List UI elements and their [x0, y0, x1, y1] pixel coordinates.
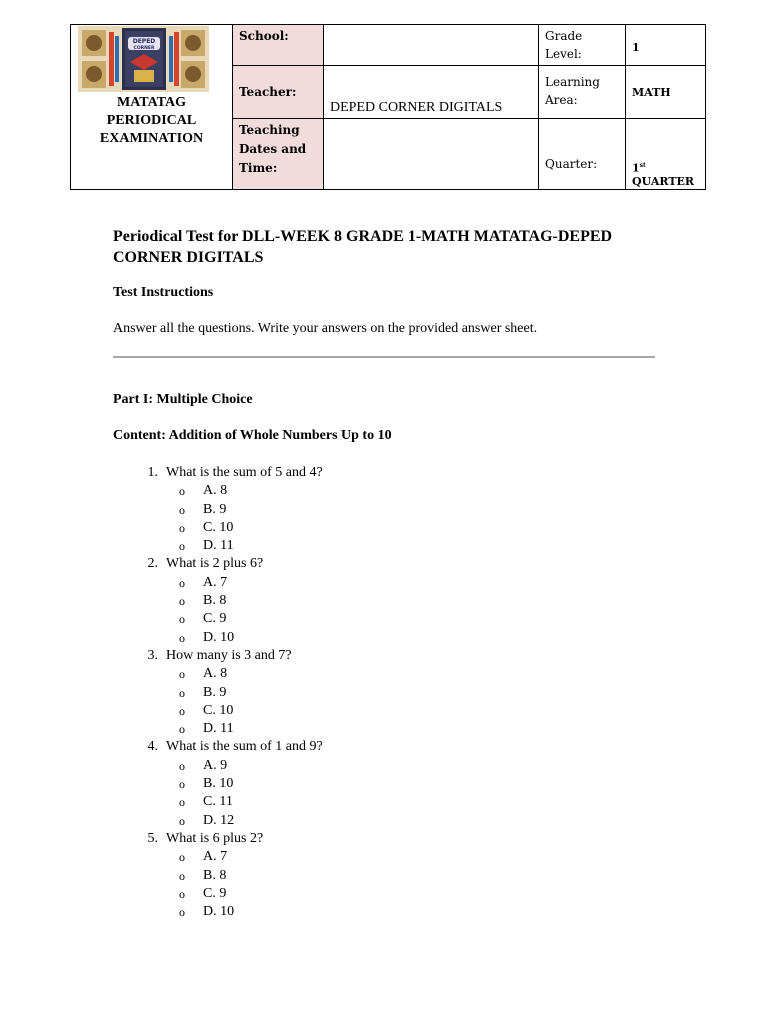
bullet-icon: o	[179, 575, 185, 590]
quarter-label: Quarter:	[539, 119, 626, 190]
option-text: B. 8	[203, 867, 227, 883]
answer-option	[113, 482, 323, 500]
question-text: What is the sum of 5 and 4?	[166, 465, 323, 480]
exam-title-line: MATATAG	[117, 95, 186, 110]
quarter-number: 1	[632, 162, 640, 175]
answer-option	[113, 610, 323, 628]
option-text: D. 10	[203, 904, 235, 920]
bullet-icon: o	[179, 722, 185, 737]
option-text: D. 10	[203, 629, 235, 645]
answer-option	[113, 702, 323, 720]
exam-title-line: EXAMINATION	[99, 131, 204, 146]
answer-option	[113, 775, 323, 793]
answer-option	[113, 812, 323, 830]
grade-level-value: 1	[626, 25, 706, 66]
option-text: A. 8	[203, 483, 228, 499]
question-item	[113, 555, 323, 646]
answer-option	[113, 684, 323, 702]
option-text: C. 9	[203, 611, 227, 627]
quarter-word: QUARTER	[632, 175, 695, 188]
option-text: B. 9	[203, 501, 227, 517]
bullet-icon: o	[179, 777, 185, 792]
teaching-dates-label	[233, 119, 324, 190]
answer-option	[113, 903, 323, 921]
question-text: What is 2 plus 6?	[166, 556, 264, 572]
teaching-dates-value	[324, 119, 539, 190]
bullet-icon: o	[179, 539, 185, 554]
question-number: 1.	[147, 465, 158, 480]
answer-option	[113, 885, 323, 903]
teaching-dates-label-line: Teaching	[239, 123, 300, 137]
option-text: A. 8	[203, 666, 228, 682]
option-text: A. 9	[203, 757, 228, 773]
exam-title	[71, 94, 232, 148]
svg-text:CORNER: CORNER	[133, 46, 155, 51]
answer-option	[113, 665, 323, 683]
instructions-heading: Test Instructions	[113, 285, 214, 300]
option-text: C. 10	[203, 519, 234, 535]
option-text: D. 12	[203, 812, 235, 828]
teacher-label: Teacher:	[233, 66, 324, 119]
option-text: A. 7	[203, 574, 228, 590]
answer-option	[113, 519, 323, 537]
part-heading: Part I: Multiple Choice	[113, 392, 253, 407]
option-text: C. 11	[203, 794, 233, 810]
question-number: 5.	[147, 830, 158, 846]
answer-option	[113, 501, 323, 519]
grade-level-label: Grade Level:	[539, 25, 626, 66]
question-item	[113, 647, 323, 738]
teaching-dates-label-line: Dates and	[239, 142, 307, 156]
quarter-value	[626, 119, 706, 190]
bullet-icon: o	[179, 667, 185, 682]
bullet-icon: o	[179, 630, 185, 645]
answer-option	[113, 793, 323, 811]
bullet-icon: o	[179, 612, 185, 627]
answer-option	[113, 720, 323, 738]
answer-option	[113, 629, 323, 647]
document-body	[113, 226, 673, 920]
option-text: D. 11	[203, 721, 234, 737]
question-item	[113, 830, 323, 921]
teaching-dates-label-line: Time:	[239, 161, 278, 175]
instructions-text: Answer all the questions. Write your answers on the provided answer sheet.	[113, 321, 538, 336]
question-text: How many is 3 and 7?	[166, 647, 292, 663]
question-text: What is 6 plus 2?	[166, 830, 264, 846]
deped-corner-logo	[78, 26, 209, 92]
bullet-icon: o	[179, 484, 185, 499]
horizontal-rule	[113, 356, 655, 358]
learning-area-label: Learning Area:	[539, 66, 626, 119]
school-label: School:	[233, 25, 324, 66]
bullet-icon: o	[179, 905, 185, 920]
option-text: C. 9	[203, 885, 227, 901]
quarter-suffix: st	[639, 162, 646, 170]
question-item	[113, 464, 323, 555]
option-text: D. 11	[203, 538, 234, 554]
exam-title-line: PERIODICAL	[106, 113, 197, 128]
logo-cell	[71, 25, 233, 190]
question-list	[113, 464, 323, 921]
bullet-icon: o	[179, 850, 185, 865]
bullet-icon: o	[179, 520, 185, 535]
question-number: 4.	[147, 739, 158, 755]
question-number: 2.	[147, 556, 158, 572]
bullet-icon: o	[179, 594, 185, 609]
teacher-value: DEPED CORNER DIGITALS	[324, 66, 539, 119]
bullet-icon: o	[179, 758, 185, 773]
option-text: B. 9	[203, 684, 227, 700]
bullet-icon: o	[179, 813, 185, 828]
option-text: B. 8	[203, 593, 227, 609]
content-heading: Content: Addition of Whole Numbers Up to 10	[113, 428, 392, 443]
option-text: B. 10	[203, 776, 234, 792]
school-value	[324, 25, 539, 66]
bullet-icon: o	[179, 868, 185, 883]
header-table	[70, 24, 706, 190]
bullet-icon: o	[179, 685, 185, 700]
answer-option	[113, 537, 323, 555]
bullet-icon: o	[179, 886, 185, 901]
answer-option	[113, 848, 323, 866]
answer-option	[113, 757, 323, 775]
bullet-icon: o	[179, 703, 185, 718]
document-title: Periodical Test for DLL-WEEK 8 GRADE 1-MATH MATATAG-DEPED CORNER DIGITALS	[113, 228, 613, 266]
answer-option	[113, 574, 323, 592]
bullet-icon: o	[179, 795, 185, 810]
svg-text:DEPED: DEPED	[132, 38, 156, 45]
option-text: C. 10	[203, 702, 234, 718]
bullet-icon: o	[179, 502, 185, 517]
question-number: 3.	[147, 647, 158, 663]
answer-option	[113, 592, 323, 610]
answer-option	[113, 867, 323, 885]
question-item	[113, 738, 323, 829]
option-text: A. 7	[203, 849, 228, 865]
learning-area-value: MATH	[626, 66, 706, 119]
question-text: What is the sum of 1 and 9?	[166, 739, 323, 755]
